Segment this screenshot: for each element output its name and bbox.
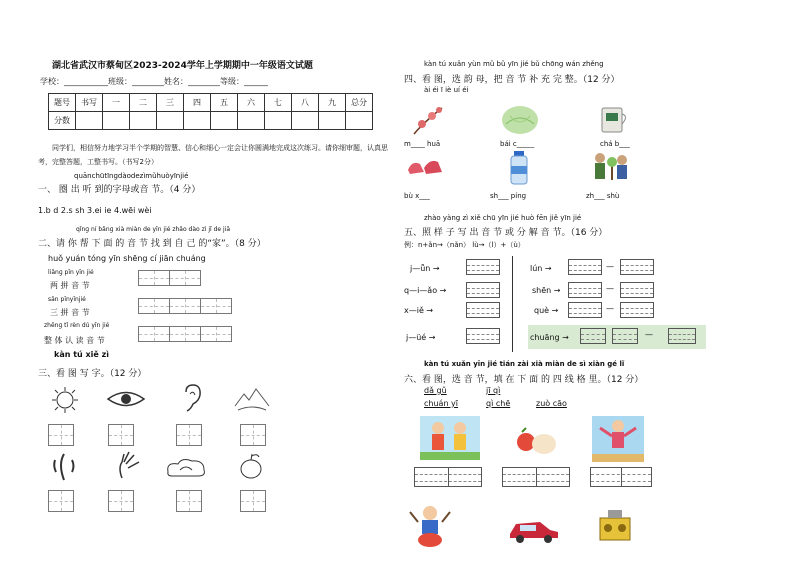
water-pictograph-icon (50, 452, 78, 482)
fruits-image (510, 420, 560, 460)
s5-right-answer-4c[interactable] (668, 328, 696, 344)
s5-left-answer-1[interactable] (466, 259, 500, 275)
score-header-cell: 六 (238, 94, 265, 112)
score-cell[interactable] (346, 112, 373, 130)
s2-row3-boxes[interactable] (138, 326, 231, 346)
s5-dash: — (606, 304, 614, 313)
score-header-cell: 三 (157, 94, 184, 112)
s5-dash: — (645, 330, 653, 339)
s2-row1-boxes[interactable] (138, 270, 200, 290)
score-header-cell: 五 (211, 94, 238, 112)
score-header-cell: 二 (130, 94, 157, 112)
s4-pinyin: kàn tú xuǎn yùn mǔ bǔ yīn jié bǔ chōng wán zhěng (424, 60, 604, 68)
s4-blank-2[interactable]: bái c_____ (500, 140, 535, 148)
s3-write-grid-6[interactable] (108, 490, 133, 516)
s3-write-grid-5[interactable] (48, 490, 73, 516)
score-cell[interactable] (130, 112, 157, 130)
s2-row3-label: 整 体 认 读 音 节 (44, 336, 105, 345)
score-header-cell: 总分 (346, 94, 373, 112)
s5-right-answer-2b[interactable] (620, 282, 654, 298)
score-cell[interactable] (265, 112, 292, 130)
s3-title: 三、看 图 写 字。（12 分） (38, 369, 147, 379)
score-cell[interactable] (157, 112, 184, 130)
s5-pinyin: zhào yàng zì xiě chū yīn jié huò fēn jiě yīn jié (424, 214, 582, 222)
s5-left-answer-4[interactable] (466, 328, 500, 344)
s5-divider (512, 256, 513, 352)
s5-dash: — (606, 262, 614, 271)
machine-image (594, 506, 638, 546)
s2-row2-label: 三 拼 音 节 (50, 308, 90, 317)
s6-pinyin: kàn tú xuǎn yīn jié tián zài xià miàn de sì xiàn gé lǐ (424, 360, 625, 368)
s5-left-item-4: j—üé → (406, 333, 436, 342)
s1-items[interactable]: 1.b d 2.s sh 3.ei ie 4.wēi wèi (38, 206, 152, 215)
shoes-image (406, 152, 444, 182)
s4-blank-4[interactable]: bù x___ (404, 192, 430, 200)
score-header-cell: 九 (319, 94, 346, 112)
score-cell[interactable] (103, 112, 130, 130)
fruit-pictograph-icon (238, 452, 264, 480)
page-title: 湖北省武汉市蔡甸区2023-2024学年上学期期中一年级语文试题 (52, 61, 313, 71)
s2-row1-pinyin: liǎnɡ pīn yīn jié (48, 269, 94, 276)
score-header-cell: 八 (292, 94, 319, 112)
s3-write-grid-4[interactable] (240, 424, 265, 450)
child-exercise-image (592, 416, 644, 462)
s3-write-grid-3[interactable] (176, 424, 201, 450)
s5-right-item-2: shēn → (532, 286, 561, 295)
planting-tree-image (588, 150, 636, 186)
s2-row2-boxes[interactable] (138, 298, 231, 318)
s2-row3-pinyin: zhěnɡ tǐ rèn dú yīn jié (44, 322, 110, 329)
score-cell[interactable] (292, 112, 319, 130)
s5-left-item-3: x—iě → (404, 306, 434, 315)
score-table (48, 93, 373, 130)
s6-word-3: chuán yī (424, 399, 459, 408)
score-cell[interactable] (184, 112, 211, 130)
s6-answer-grid-3[interactable] (590, 467, 652, 487)
s6-word-1: dǎ gǔ (424, 386, 447, 395)
mountain-pictograph-icon (234, 386, 270, 412)
s2-pinyin: qǐnɡ ní bǎnɡ xià miàn de yīn jié zhǎo dào zì jǐ de jiā (76, 226, 230, 233)
sun-pictograph-icon (48, 385, 82, 413)
s6-word-2: jī qì (486, 386, 501, 395)
s6-word-5: zuò cāo (536, 399, 567, 408)
score-cell[interactable] (319, 112, 346, 130)
s5-left-answer-2[interactable] (466, 282, 500, 298)
score-header-cell: 书写 (76, 94, 103, 112)
s3-pinyin: kàn tú xiě zì (54, 350, 110, 359)
s5-right-answer-4b[interactable] (612, 328, 638, 344)
s5-right-item-1: lún → (530, 264, 552, 273)
s5-title: 五、照 样 子 写 出 音 节 或 分 解 音 节。（16 分） (404, 228, 608, 238)
s3-write-grid-2[interactable] (108, 424, 133, 450)
s5-dash: — (606, 284, 614, 293)
s1-title: 一、 圈 出 听 到的字母或音 节。（4 分） (38, 185, 201, 195)
s6-word-4: qì chē (486, 399, 511, 408)
car-image (506, 514, 560, 544)
children-clothes-image (420, 416, 480, 460)
s4-blank-6[interactable]: zh___ shù (586, 192, 620, 200)
score-cell[interactable] (211, 112, 238, 130)
bottle-image (508, 150, 530, 186)
score-header-cell: 七 (265, 94, 292, 112)
s5-right-item-3: què → (534, 306, 559, 315)
eye-pictograph-icon (106, 388, 146, 410)
s5-left-item-1: j—ǖn → (410, 264, 440, 273)
s3-write-grid-7[interactable] (176, 490, 201, 516)
s5-left-answer-3[interactable] (466, 302, 500, 318)
s4-blank-1[interactable]: m____ huā (404, 140, 441, 148)
score-header-cell: 题号 (49, 94, 76, 112)
plum-blossom-image (410, 104, 446, 136)
s6-answer-grid-1[interactable] (414, 467, 482, 487)
s1-pinyin: quānchūtīnɡdàodezìmǔhuòyīnjié (74, 172, 189, 180)
s5-right-answer-2a[interactable] (568, 282, 602, 298)
s5-left-item-2: q—i—ǎo → (404, 286, 447, 295)
s4-blank-5[interactable]: sh___ pínɡ (490, 192, 527, 200)
score-cell[interactable] (238, 112, 265, 130)
s4-blank-3[interactable]: chá b___ (600, 140, 630, 148)
cloud-pictograph-icon (164, 456, 210, 480)
score-row-label: 分数 (49, 112, 76, 130)
s2-row1-label: 两 拼 音 节 (50, 281, 90, 290)
s6-title: 六、看 图，选 音 节，填 在 下 面 的 四 线 格 里。（12 分） (404, 375, 644, 385)
s5-right-answer-1a[interactable] (568, 259, 602, 275)
s5-right-answer-1b[interactable] (620, 259, 654, 275)
hand-pictograph-icon (114, 450, 144, 482)
s5-right-answer-4a[interactable] (580, 328, 606, 344)
s5-right-item-4: chuāng → (530, 333, 569, 342)
s5-right-answer-3b[interactable] (620, 302, 654, 318)
child-drum-image (406, 504, 454, 550)
score-header-cell: 四 (184, 94, 211, 112)
s6-answer-grid-2[interactable] (502, 467, 570, 487)
s3-write-grid-8[interactable] (240, 490, 265, 516)
s3-write-grid-1[interactable] (48, 424, 73, 450)
s5-right-answer-3a[interactable] (568, 302, 602, 318)
cabbage-image (500, 102, 540, 136)
student-info-line: 学校：___________班级：________姓名：________等级：______ (40, 77, 268, 86)
ear-pictograph-icon (180, 384, 204, 414)
intro-text: 同学们，相信努力地学习半个学期的智慧、信心和细心一定会让你圆满地完成这次练习。请你细审题，认真思考，完整答题，工整书写。（书写2分） (38, 144, 388, 166)
s2-title: 二、请 你 帮 下 面 的 音 节 找 到 自 己 的“家”。（8 分） (38, 239, 266, 249)
s5-example: 例：n+ǎn→（nǎn） lù→（l）+（ù） (404, 241, 525, 249)
s4-title: 四、看 图，选 韵 母，把 音 节 补 充 完 整。（12 分） (404, 75, 620, 85)
score-cell[interactable] (76, 112, 103, 130)
s2-row2-pinyin: sān pīnyīnjié (48, 296, 86, 303)
score-header-cell: 一 (103, 94, 130, 112)
tea-cup-image (598, 102, 630, 136)
s4-options: ài éi ī iè uí éi (424, 86, 469, 94)
s2-word-bank: huǒ yuán tóng yīn shēng cí jiān chuáng (48, 254, 206, 263)
